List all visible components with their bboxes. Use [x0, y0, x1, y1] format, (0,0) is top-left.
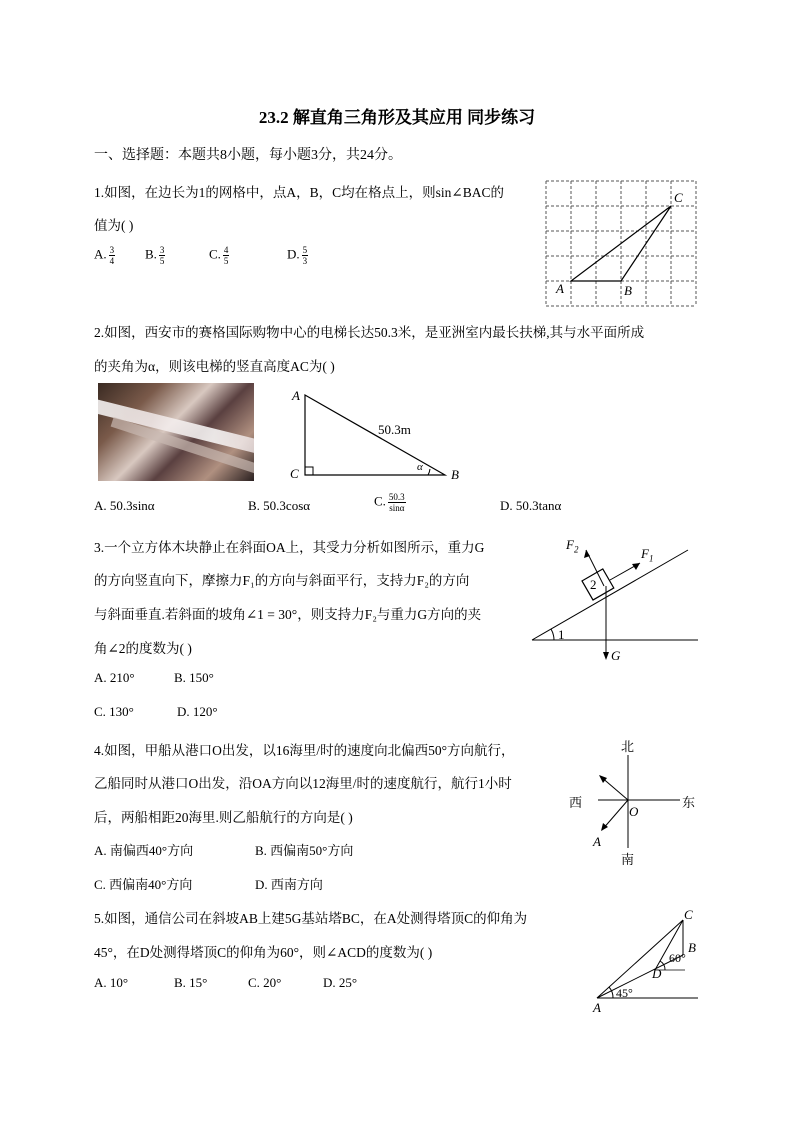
q4-label-a: A	[593, 834, 601, 849]
q1-option-d[interactable]	[287, 245, 308, 266]
q1-label-c: C	[674, 190, 683, 205]
q3-force-figure	[530, 538, 700, 663]
option-label: C.	[374, 493, 386, 509]
q5-angle-45: 45°	[616, 986, 633, 1000]
q5-option-a[interactable]: A. 10°	[94, 975, 129, 990]
q5-label-a: A	[593, 1000, 601, 1015]
q1-text-line2: 值为( )	[94, 218, 134, 233]
q5-label-b: B	[688, 940, 696, 955]
option-label: B.	[145, 246, 157, 262]
q5-option-c[interactable]: C. 20°	[248, 975, 282, 990]
q2-text-line1: 2.如图，西安市的赛格国际购物中心的电梯长达50.3米，是亚洲室内最长扶梯,其与水平面所成	[94, 325, 645, 340]
fraction: $\frac{3}{4}$	[109, 245, 115, 266]
escalator-photo	[98, 383, 254, 481]
q5-label-d: D	[652, 966, 662, 981]
q2-option-a[interactable]: A. 50.3sinα	[94, 498, 155, 513]
q5-label-c: C	[684, 907, 693, 922]
q4-east-label: 东	[682, 796, 696, 811]
fraction: $\frac{50.3}{\sin\alpha}$	[388, 492, 405, 513]
q4-west-label: 西	[569, 796, 583, 811]
q3-text-line2: 的方向竖直向下，摩擦力F₁的方向与斜面平行，支持力F₂的方向	[94, 573, 470, 588]
q4-south-label: 南	[621, 853, 635, 868]
option-label: D.	[287, 246, 300, 262]
q4-option-b[interactable]: B. 西偏南50°方向	[255, 843, 354, 858]
q4-text-line1: 4.如图，甲船从港口O出发，以16海里/时的速度向北偏西50°方向航行，	[94, 743, 515, 758]
q4-text-line3: 后，两船相距20海里.则乙船航行的方向是( )	[94, 810, 353, 825]
option-label: A.	[94, 246, 107, 262]
q2-option-b[interactable]: B. 50.3cosα	[248, 498, 311, 513]
fraction: $\frac{4}{5}$	[223, 245, 229, 266]
q3-text-line1: 3.一个立方体木块静止在斜面OA上，其受力分析如图所示，重力G	[94, 540, 485, 555]
q4-option-c[interactable]: C. 西偏南40°方向	[94, 877, 193, 892]
q2-label-c: C	[290, 466, 299, 481]
q1-text-line1: 1.如图，在边长为1的网格中，点A，B，C均在格点上，则sin∠BAC的	[94, 185, 504, 200]
q1-option-c[interactable]	[209, 245, 229, 266]
q5-text-line2: 45°，在D处测得塔顶C的仰角为60°，则∠ACD的度数为( )	[94, 945, 433, 960]
q2-option-c[interactable]	[374, 492, 406, 513]
fraction: $\frac{5}{3}$	[302, 245, 308, 266]
q2-label-a: A	[292, 388, 300, 403]
q3-label-angle1: 1	[558, 627, 565, 642]
q3-option-c[interactable]: C. 130°	[94, 704, 134, 719]
q1-label-b: B	[624, 283, 632, 298]
q4-option-a[interactable]: A. 南偏西40°方向	[94, 843, 194, 858]
q1-option-b[interactable]	[145, 245, 165, 266]
q3-label-f1: $F_1$	[641, 546, 654, 564]
q5-option-b[interactable]: B. 15°	[174, 975, 208, 990]
fraction: $\frac{3}{5}$	[159, 245, 165, 266]
q5-text-line1: 5.如图，通信公司在斜坡AB上建5G基站塔BC，在A处测得塔顶C的仰角为	[94, 911, 528, 926]
q4-north-label: 北	[621, 740, 635, 755]
q1-option-a[interactable]	[94, 245, 115, 266]
q4-label-o: O	[629, 804, 639, 819]
q3-text-line3: 与斜面垂直.若斜面的坡角∠1 = 30°，则支持力F₂与重力G方向的夹	[94, 607, 482, 622]
q4-text-line2: 乙船同时从港口O出发，沿OA方向以12海里/时的速度航行，航行1小时	[94, 776, 512, 791]
q3-label-g: G	[611, 648, 621, 663]
q1-label-a: A	[556, 281, 564, 296]
q2-triangle-figure	[290, 390, 450, 480]
q2-option-d[interactable]: D. 50.3tanα	[500, 498, 562, 513]
q2-length-label: 50.3m	[378, 422, 411, 437]
q4-option-d[interactable]: D. 西南方向	[255, 877, 323, 892]
page-title: 23.2 解直角三角形及其应用 同步练习	[258, 108, 536, 127]
q2-alpha-label: α	[417, 461, 423, 473]
q3-text-line4: 角∠2的度数为( )	[94, 641, 192, 656]
q5-option-d[interactable]: D. 25°	[323, 975, 358, 990]
q4-compass-figure	[590, 750, 690, 850]
q2-text-line2: 的夹角为α，则该电梯的竖直高度AC为( )	[94, 359, 335, 374]
option-label: C.	[209, 246, 221, 262]
q3-label-angle2: 2	[590, 577, 597, 592]
section-heading: 一、选择题：本题共8小题，每小题3分，共24分。	[94, 148, 402, 163]
q2-label-b: B	[451, 467, 459, 482]
q3-option-a[interactable]: A. 210°	[94, 670, 135, 685]
q3-option-b[interactable]: B. 150°	[174, 670, 214, 685]
q3-label-f2: $F_2$	[566, 537, 579, 555]
q3-option-d[interactable]: D. 120°	[177, 704, 218, 719]
q5-angle-60: 60°	[669, 951, 686, 965]
